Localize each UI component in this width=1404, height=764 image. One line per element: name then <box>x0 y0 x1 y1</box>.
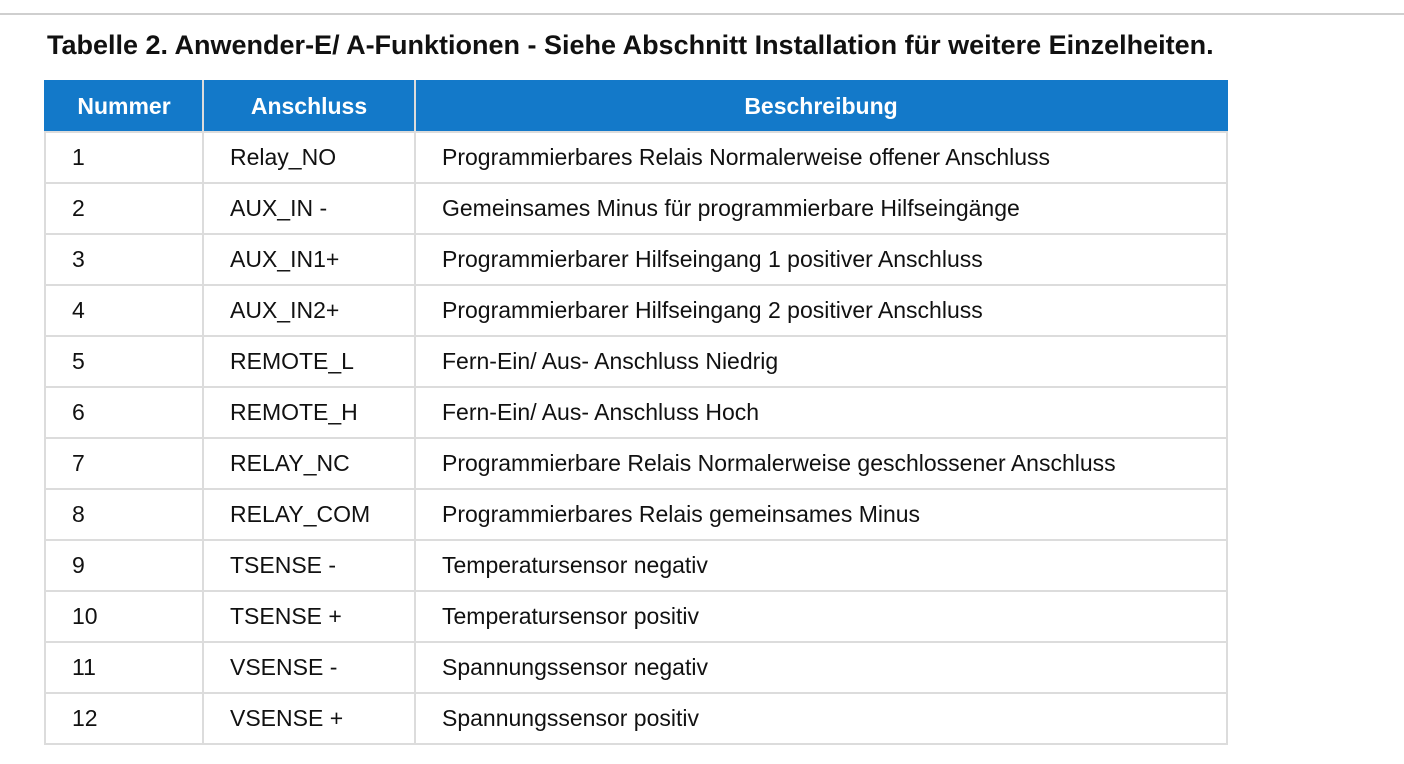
table-row <box>45 591 1227 642</box>
cell-anschluss: TSENSE - <box>203 540 415 591</box>
table-row <box>45 642 1227 693</box>
cell-beschreibung: Spannungssensor negativ <box>415 642 1227 693</box>
cell-anschluss: AUX_IN1+ <box>203 234 415 285</box>
cell-anschluss: VSENSE - <box>203 642 415 693</box>
cell-anschluss: RELAY_NC <box>203 438 415 489</box>
cell-nummer: 9 <box>45 540 203 591</box>
cell-anschluss: VSENSE + <box>203 693 415 744</box>
cell-nummer: 5 <box>45 336 203 387</box>
header-nummer: Nummer <box>45 81 203 132</box>
table-row <box>45 540 1227 591</box>
cell-nummer: 10 <box>45 591 203 642</box>
cell-beschreibung: Fern-Ein/ Aus- Anschluss Hoch <box>415 387 1227 438</box>
cell-beschreibung: Fern-Ein/ Aus- Anschluss Niedrig <box>415 336 1227 387</box>
table-header-row <box>45 81 1227 132</box>
cell-beschreibung: Temperatursensor positiv <box>415 591 1227 642</box>
cell-nummer: 4 <box>45 285 203 336</box>
cell-beschreibung: Programmierbare Relais Normalerweise geschlossener Anschluss <box>415 438 1227 489</box>
cell-anschluss: REMOTE_L <box>203 336 415 387</box>
table-row <box>45 336 1227 387</box>
cell-beschreibung: Programmierbares Relais Normalerweise offener Anschluss <box>415 132 1227 183</box>
cell-nummer: 12 <box>45 693 203 744</box>
cell-nummer: 11 <box>45 642 203 693</box>
cell-beschreibung: Programmierbares Relais gemeinsames Minus <box>415 489 1227 540</box>
top-divider <box>0 13 1404 15</box>
cell-nummer: 3 <box>45 234 203 285</box>
table-row <box>45 489 1227 540</box>
table-row <box>45 438 1227 489</box>
cell-nummer: 1 <box>45 132 203 183</box>
cell-nummer: 7 <box>45 438 203 489</box>
table-row <box>45 285 1227 336</box>
cell-nummer: 2 <box>45 183 203 234</box>
table-row <box>45 693 1227 744</box>
cell-anschluss: Relay_NO <box>203 132 415 183</box>
table-row <box>45 132 1227 183</box>
cell-beschreibung: Spannungssensor positiv <box>415 693 1227 744</box>
table-body <box>45 132 1227 744</box>
cell-anschluss: TSENSE + <box>203 591 415 642</box>
cell-nummer: 8 <box>45 489 203 540</box>
io-functions-table <box>44 80 1228 745</box>
header-anschluss: Anschluss <box>203 81 415 132</box>
cell-beschreibung: Temperatursensor negativ <box>415 540 1227 591</box>
table-caption: Tabelle 2. Anwender-E/ A-Funktionen - Siehe Abschnitt Installation für weitere Einzelheiten. <box>47 30 1214 60</box>
cell-nummer: 6 <box>45 387 203 438</box>
header-beschreibung: Beschreibung <box>415 81 1227 132</box>
cell-anschluss: AUX_IN2+ <box>203 285 415 336</box>
cell-anschluss: REMOTE_H <box>203 387 415 438</box>
cell-anschluss: RELAY_COM <box>203 489 415 540</box>
table-row <box>45 387 1227 438</box>
cell-beschreibung: Programmierbarer Hilfseingang 1 positiver Anschluss <box>415 234 1227 285</box>
cell-beschreibung: Gemeinsames Minus für programmierbare Hilfseingänge <box>415 183 1227 234</box>
cell-beschreibung: Programmierbarer Hilfseingang 2 positiver Anschluss <box>415 285 1227 336</box>
cell-anschluss: AUX_IN - <box>203 183 415 234</box>
table-row <box>45 183 1227 234</box>
table-row <box>45 234 1227 285</box>
